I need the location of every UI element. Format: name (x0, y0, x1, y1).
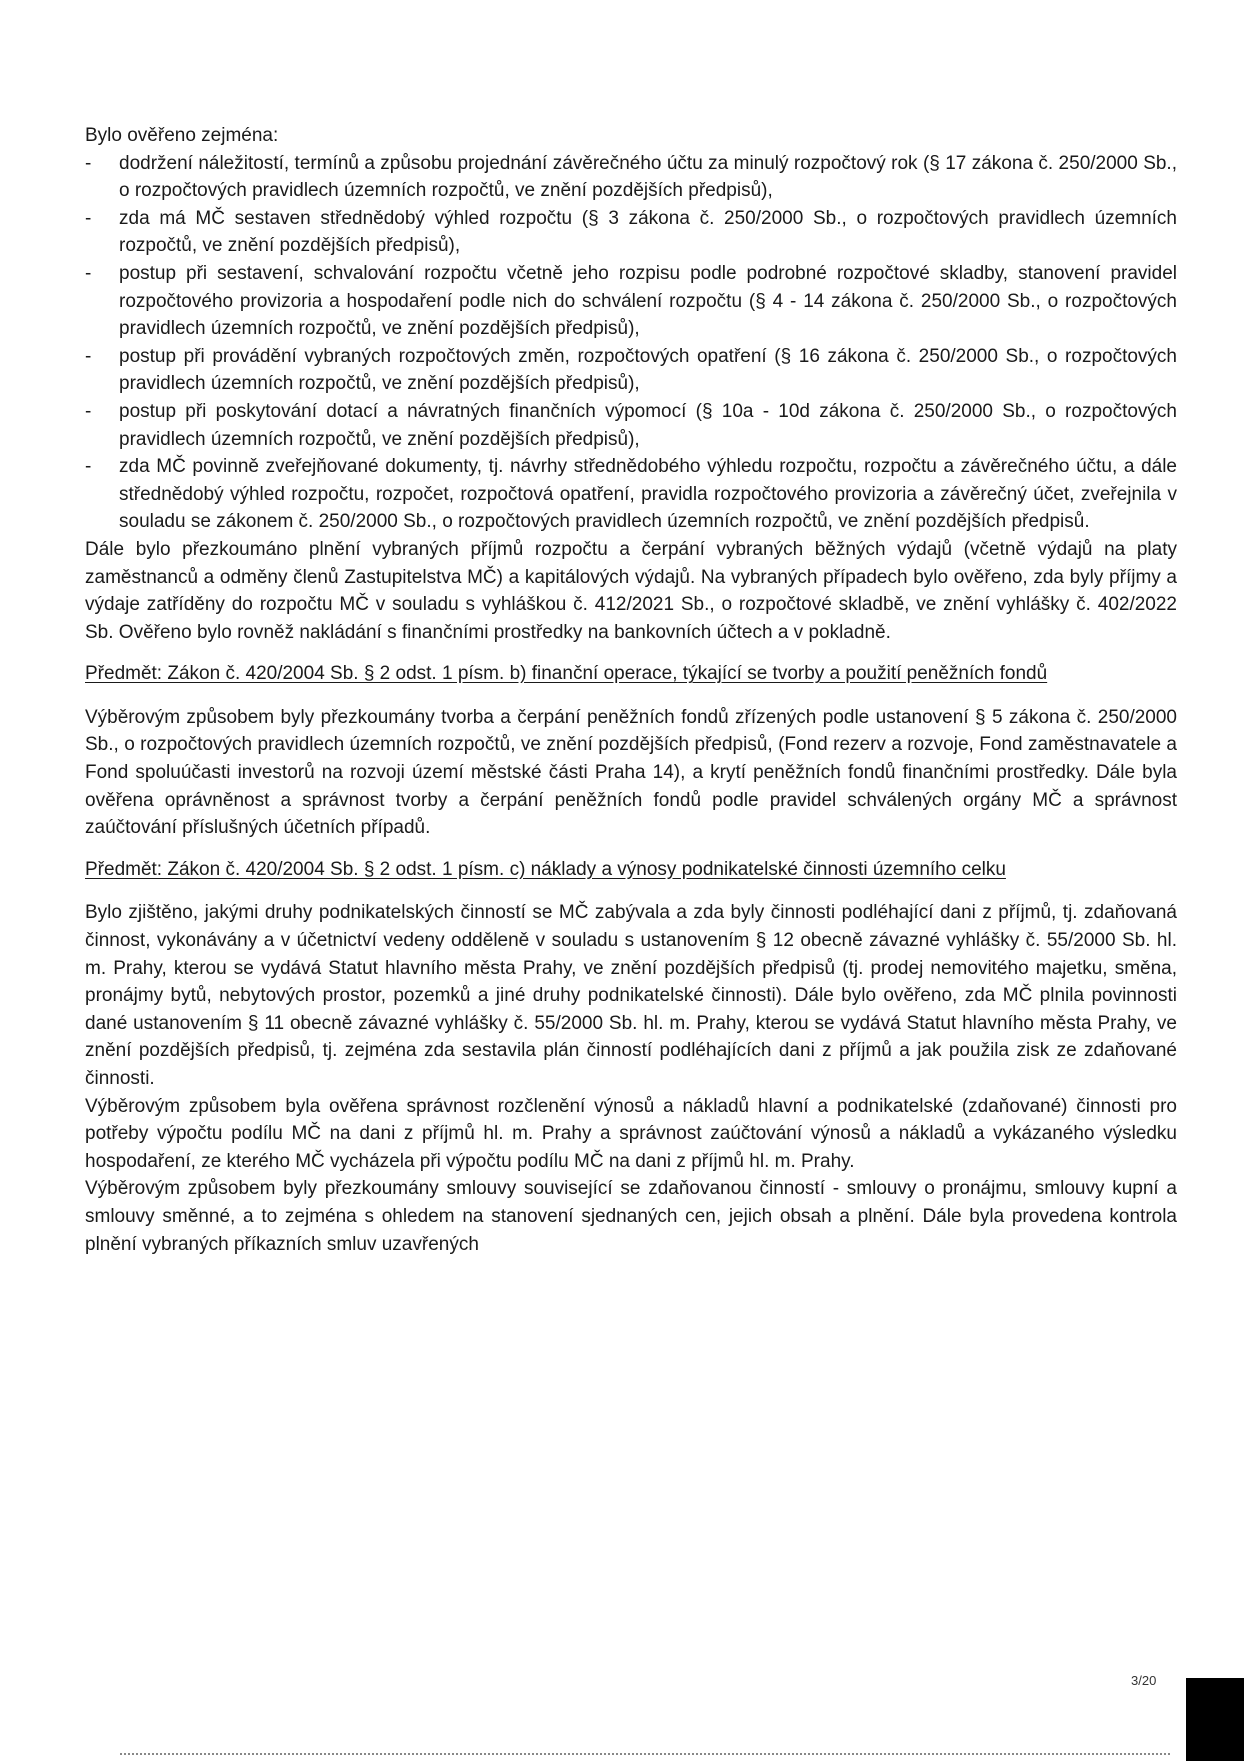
intro-line: Bylo ověřeno zejména: (85, 125, 279, 146)
paragraph-business-2: Výběrovým způsobem byla ověřena správnost rozčlenění výnosů a nákladů hlavní a podnikatelské (zdaňované) činnosti pro potřeby výpočtu podílu MČ na dani z příjmů hl. m. Prahy a správnost zaúčtování výnosů a nákladů a vykázaného výsledku hospodaření, ze kterého MČ vycházela při výpočtu podílu MČ na dani z příjmů hl. m. Prahy. (85, 1095, 1177, 1172)
paragraph-funds: Výběrovým způsobem byly přezkoumány tvorba a čerpání peněžních fondů zřízených podle ustanovení § 5 zákona č. 250/2000 Sb., o rozpočtových pravidlech územních rozpočtů, ve znění pozdějších předpisů, (Fond rezerv a rozvoje, Fond zaměstnavatele a Fond spoluúčasti investorů na rozvoji území městské části Praha 14), a krytí peněžních fondů finančními prostředky. Dále byla ověřena oprávněnost a správnost tvorby a čerpání peněžních fondů podle pravidel schválených orgány MČ a správnost zaúčtování příslušných účetních případů. (85, 706, 1177, 839)
paragraph-business-3: Výběrovým způsobem byly přezkoumány smlouvy související se zdaňovanou činností - smlouvy o pronájmu, smlouvy kupní a smlouvy směnné, a to zejména s ohledem na stanovení sjednaných cen, jejich obsah a plnění. Dále byla provedena kontrola plnění vybraných příkazních smluv uzavřených (85, 1178, 1177, 1255)
check-item: - zda MČ povinně zveřejňované dokumenty, tj. návrhy střednědobého výhledu rozpočtu, rozpočtu a závěrečného účtu, a dále střednědobý výhled rozpočtu, rozpočet, rozpočtová opatření, pravidla rozpočtového provizoria a závěrečný účet, zveřejnila v souladu se zákonem č. 250/2000 Sb., o rozpočtových pravidlech územních rozpočtů, ve znění pozdějších předpisů. (85, 453, 1177, 536)
check-item: - postup při sestavení, schvalování rozpočtu včetně jeho rozpisu podle podrobné rozpočtové skladby, stanovení pravidel rozpočtového provizoria a hospodaření podle nich do schválení rozpočtu (§ 4 - 14 zákona č. 250/2000 Sb., o rozpočtových pravidlech územních rozpočtů, ve znění pozdějších předpisů), (85, 260, 1177, 343)
check-item: - dodržení náležitostí, termínů a způsobu projednání závěrečného účtu za minulý rozpočtový rok (§ 17 zákona č. 250/2000 Sb., o rozpočtových pravidlech územních rozpočtů, ve znění pozdějších předpisů), (85, 150, 1177, 205)
paragraph-business-1: Bylo zjištěno, jakými druhy podnikatelských činností se MČ zabývala a zda byly činnosti podléhající dani z příjmů, tj. zdaňovaná činnost, vykonávány a v účetnictví vedeny odděleně v souladu s ustanovením § 12 obecně závazné vyhlášky č. 55/2000 Sb. hl. m. Prahy, kterou se vydává Statut hlavního města Prahy, ve znění pozdějších předpisů (tj. prodej nemovitého majetku, směna, pronájmy bytů, nebytových prostor, pozemků a jiné druhy podnikatelské činnosti). Dále bylo ověřeno, zda MČ plnila povinnosti dané ustanovením § 11 obecně závazné vyhlášky č. 55/2000 Sb. hl. m. Prahy, kterou se vydává Statut hlavního města Prahy, ve znění pozdějších předpisů, tj. zejména zda sestavila plán činností podléhajících dani z příjmů a jak použila zisk ze zdaňované činnosti. (85, 902, 1177, 1089)
check-item: - postup při provádění vybraných rozpočtových změn, rozpočtových opatření (§ 16 zákona č. 250/2000 Sb., o rozpočtových pravidlech územních rozpočtů, ve znění pozdějších předpisů), (85, 343, 1177, 398)
subject-heading-business: Předmět: Zákon č. 420/2004 Sb. § 2 odst. 1 písm. c) náklady a výnosy podnikatelské činnosti územního celku (85, 858, 1006, 880)
document-body (85, 122, 1177, 1258)
checks-list (85, 150, 1177, 536)
scan-black-mark (1186, 1678, 1244, 1761)
page-number: 3/20 (1131, 1673, 1157, 1688)
subject-heading-funds: Předmět: Zákon č. 420/2004 Sb. § 2 odst. 1 písm. b) finanční operace, týkající se tvorby a použití peněžních fondů (85, 663, 1048, 685)
check-item: - postup při poskytování dotací a návratných finančních výpomocí (§ 10a - 10d zákona č. 250/2000 Sb., o rozpočtových pravidlech územních rozpočtů, ve znění pozdějších předpisů), (85, 398, 1177, 453)
scan-edge-noise (120, 1753, 1170, 1757)
check-item: - zda má MČ sestaven střednědobý výhled rozpočtu (§ 3 zákona č. 250/2000 Sb., o rozpočtových pravidlech územních rozpočtů, ve znění pozdějších předpisů), (85, 205, 1177, 260)
paragraph-revenue-expenses: Dále bylo přezkoumáno plnění vybraných příjmů rozpočtu a čerpání vybraných běžných výdajů (včetně výdajů na platy zaměstnanců a odměny členů Zastupitelstva MČ) a kapitálových výdajů. Na vybraných případech bylo ověřeno, zda byly příjmy a výdaje zatříděny do rozpočtu MČ v souladu s vyhláškou č. 412/2021 Sb., o rozpočtové skladbě, ve znění vyhlášky č. 402/2022 Sb. Ověřeno bylo rovněž nakládání s finančními prostředky na bankovních účtech a v pokladně. (85, 538, 1177, 643)
